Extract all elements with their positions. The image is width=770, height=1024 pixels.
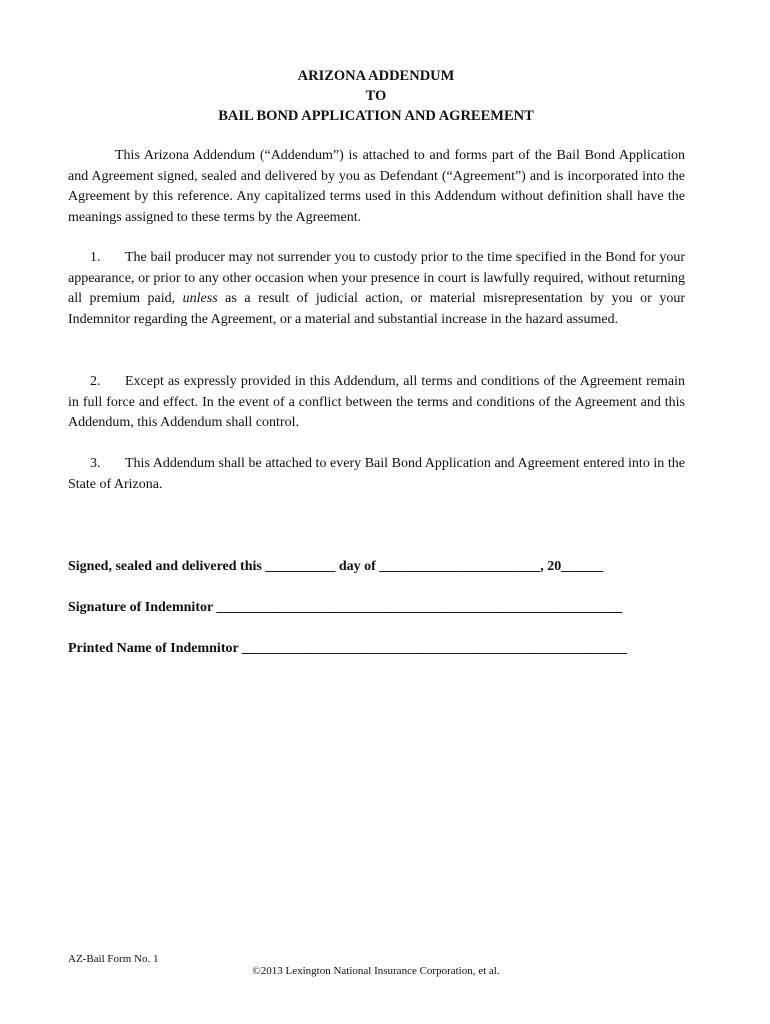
form-number: AZ-Bail Form No. 1 bbox=[68, 953, 159, 965]
document-title-line-3: BAIL BOND APPLICATION AND AGREEMENT bbox=[218, 108, 534, 124]
document-title-line-2: TO bbox=[365, 88, 387, 104]
clause-1-text-before: The bail producer may not surrender you to custody prior to the time specified in the Bond for your appearance, or prior to any other occasion when your presence in court is lawfully required, without returning all premium paid, bbox=[68, 250, 685, 307]
clause-2-text: Except as expressly provided in this Addendum, all terms and conditions of the Agreement remain in full force and effect. In the event of a conflict between the terms and conditions of the Agreement and this Addendum, this Addendum shall control. bbox=[68, 374, 685, 431]
document-title-line-1: ARIZONA ADDENDUM bbox=[297, 68, 455, 84]
clause-3-text: This Addendum shall be attached to every Bail Bond Application and Agreement entered into in the State of Arizona. bbox=[68, 456, 685, 492]
clause-3-number: 3. bbox=[90, 456, 101, 471]
clause-2-number: 2. bbox=[90, 374, 101, 389]
indemnitor-signature-line[interactable]: Signature of Indemnitor __________________________________________________________ bbox=[68, 600, 623, 615]
clause-1 bbox=[68, 248, 685, 330]
clause-1-number: 1. bbox=[90, 250, 101, 265]
clause-2 bbox=[68, 372, 685, 434]
signed-delivered-line[interactable]: Signed, sealed and delivered this __________ day of _______________________, 20______ bbox=[68, 559, 604, 574]
clause-3 bbox=[68, 454, 685, 495]
copyright-notice: ©2013 Lexington National Insurance Corporation, et al. bbox=[252, 965, 500, 977]
intro-paragraph: This Arizona Addendum (“Addendum”) is attached to and forms part of the Bail Bond Application and Agreement signed, sealed and delivered by you as Defendant (“Agreement”) and is incorporated into the Agreement by this reference. Any capitalized terms used in this Addendum without definition shall have the meanings assigned to these terms by the Agreement. bbox=[68, 148, 685, 225]
indemnitor-printed-name-line[interactable]: Printed Name of Indemnitor _______________________________________________________ bbox=[68, 641, 627, 656]
clause-1-text-after: as a result of judicial action, or material misrepresentation by you or your Indemnitor regarding the Agreement, or a material and substantial increase in the hazard assumed. bbox=[68, 291, 685, 327]
clause-1-emphasis: unless bbox=[182, 291, 218, 307]
